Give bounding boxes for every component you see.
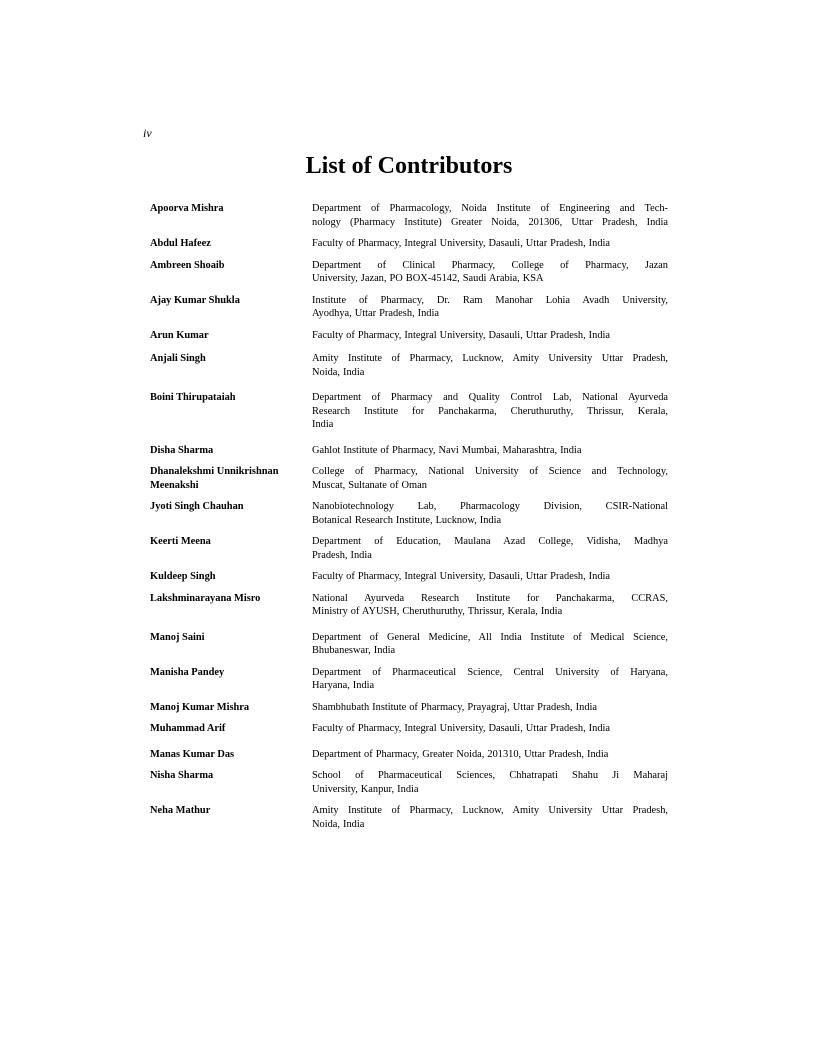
contributor-affiliation bbox=[312, 535, 668, 562]
contributor-affiliation bbox=[312, 444, 668, 458]
affiliation-line: Muscat, Sultanate of Oman bbox=[312, 479, 427, 491]
contributor-affiliation bbox=[312, 631, 668, 658]
contributor-name: Disha Sharma bbox=[150, 444, 214, 456]
contributor-name: Manoj Kumar Mishra bbox=[150, 701, 250, 713]
affiliation-line: Pradesh, India bbox=[312, 549, 372, 561]
affiliation-line: nology (Pharmacy Institute) Greater Noida, 201306, Uttar Pradesh, India bbox=[312, 216, 668, 228]
contributor-name: Neha Mathur bbox=[150, 805, 211, 816]
contributor-row bbox=[150, 444, 668, 458]
contributor-row bbox=[150, 259, 668, 286]
contributor-name: Kuldeep Singh bbox=[150, 571, 216, 582]
contributor-name: Muhammad Arif bbox=[150, 723, 226, 734]
contributor-name: Manisha Pandey bbox=[150, 666, 225, 678]
contributor-name: Anjali Singh bbox=[150, 353, 206, 364]
affiliation-line: Bhubaneswar, India bbox=[312, 645, 396, 656]
contributor-row bbox=[150, 391, 668, 432]
contributor-row bbox=[150, 535, 668, 562]
contributors-list bbox=[150, 202, 668, 839]
contributor-affiliation bbox=[312, 294, 668, 321]
contributor-name: Arun Kumar bbox=[150, 329, 209, 341]
contributor-row bbox=[150, 570, 668, 584]
affiliation-line: Faculty of Pharmacy, Integral University, Dasauli, Uttar Pradesh, India bbox=[312, 329, 611, 341]
contributor-name: Ajay Kumar Shukla bbox=[150, 294, 240, 306]
affiliation-line: Shambhubath Institute of Pharmacy, Prayagraj, Uttar Pradesh, India bbox=[312, 701, 598, 713]
contributor-name: Lakshminarayana Misro bbox=[150, 592, 261, 604]
contributor-row bbox=[150, 329, 668, 343]
contributor-affiliation bbox=[312, 592, 668, 619]
contributor-row bbox=[150, 352, 668, 379]
contributor-name: Ambreen Shoaib bbox=[150, 259, 225, 271]
contributor-row bbox=[150, 237, 668, 251]
contributor-affiliation bbox=[312, 329, 668, 343]
contributor-row bbox=[150, 500, 668, 527]
affiliation-line: Ministry of AYUSH, Cheruthuruthy, Thrissur, Kerala, India bbox=[312, 606, 563, 617]
contributor-affiliation bbox=[312, 237, 668, 251]
contributor-row bbox=[150, 666, 668, 693]
contributor-row bbox=[150, 202, 668, 229]
contributor-row bbox=[150, 701, 668, 715]
contributor-affiliation bbox=[312, 666, 668, 693]
affiliation-line: Noida, India bbox=[312, 818, 365, 830]
contributor-affiliation bbox=[312, 391, 668, 432]
affiliation-line: Ayodhya, Uttar Pradesh, India bbox=[312, 308, 439, 319]
contributor-affiliation bbox=[312, 769, 668, 796]
contributor-row bbox=[150, 804, 668, 831]
affiliation-line: Department of Pharmacology, Noida Institute of Engineering and Tech- bbox=[312, 203, 668, 214]
contributor-name: Nisha Sharma bbox=[150, 770, 214, 781]
contributor-row bbox=[150, 769, 668, 796]
contributor-name: Apoorva Mishra bbox=[150, 203, 224, 214]
affiliation-line: Institute of Pharmacy, Dr. Ram Manohar Lohia Avadh University, bbox=[312, 294, 668, 306]
contributor-affiliation bbox=[312, 722, 668, 736]
affiliation-line: Amity Institute of Pharmacy, Lucknow, Amity University Uttar Pradesh, bbox=[312, 805, 668, 816]
affiliation-line: Research Institute for Panchakarma, Cheruthuruthy, Thrissur, Kerala, bbox=[312, 405, 668, 417]
contributor-name: Dhanalekshmi Unnikrishnan Meenakshi bbox=[150, 466, 279, 491]
affiliation-line: Department of General Medicine, All India Institute of Medical Science, bbox=[312, 631, 668, 643]
contributor-name: Keerti Meena bbox=[150, 536, 211, 547]
contributor-affiliation bbox=[312, 701, 668, 715]
contributor-name: Manoj Saini bbox=[150, 631, 205, 643]
contributor-affiliation bbox=[312, 202, 668, 229]
contributor-affiliation bbox=[312, 465, 668, 492]
affiliation-line: Department of Education, Maulana Azad College, Vidisha, Madhya bbox=[312, 536, 668, 547]
affiliation-line: Department of Pharmaceutical Science, Central University of Haryana, bbox=[312, 666, 668, 678]
affiliation-line: Department of Pharmacy and Quality Control Lab, National Ayurveda bbox=[312, 392, 668, 403]
affiliation-line: School of Pharmaceutical Sciences, Chhatrapati Shahu Ji Maharaj bbox=[312, 770, 668, 781]
affiliation-line: Amity Institute of Pharmacy, Lucknow, Amity University Uttar Pradesh, bbox=[312, 353, 668, 364]
affiliation-line: University, Jazan, PO BOX-45142, Saudi Arabia, KSA bbox=[312, 273, 544, 284]
affiliation-line: Gahlot Institute of Pharmacy, Navi Mumbai, Maharashtra, India bbox=[312, 444, 582, 456]
contributor-row bbox=[150, 294, 668, 321]
affiliation-line: Nanobiotechnology Lab, Pharmacology Division, CSIR-National bbox=[312, 501, 668, 512]
contributor-affiliation bbox=[312, 500, 668, 527]
page-number: iv bbox=[143, 126, 152, 140]
affiliation-line: National Ayurveda Research Institute for Panchakarma, CCRAS, bbox=[312, 592, 668, 604]
contributor-row bbox=[150, 722, 668, 736]
affiliation-line: Faculty of Pharmacy, Integral University, Dasauli, Uttar Pradesh, India bbox=[312, 723, 611, 734]
contributor-row bbox=[150, 465, 668, 492]
contributor-name: Manas Kumar Das bbox=[150, 748, 235, 760]
contributor-name: Abdul Hafeez bbox=[150, 238, 211, 249]
contributor-name: Jyoti Singh Chauhan bbox=[150, 501, 244, 512]
contributor-row bbox=[150, 631, 668, 658]
contributor-affiliation bbox=[312, 259, 668, 286]
affiliation-line: Faculty of Pharmacy, Integral University, Dasauli, Uttar Pradesh, India bbox=[312, 571, 611, 582]
contributor-row bbox=[150, 748, 668, 762]
contributor-affiliation bbox=[312, 570, 668, 584]
affiliation-line: Faculty of Pharmacy, Integral University, Dasauli, Uttar Pradesh, India bbox=[312, 238, 611, 249]
affiliation-line: Department of Clinical Pharmacy, College of Pharmacy, Jazan bbox=[312, 259, 668, 271]
contributor-affiliation bbox=[312, 748, 668, 762]
contributor-row bbox=[150, 592, 668, 619]
affiliation-line: Noida, India bbox=[312, 366, 365, 378]
contributor-affiliation bbox=[312, 804, 668, 831]
affiliation-line: Department of Pharmacy, Greater Noida, 201310, Uttar Pradesh, India bbox=[312, 748, 609, 760]
affiliation-line: India bbox=[312, 419, 334, 430]
page-title: List of Contributors bbox=[305, 153, 513, 179]
contributor-affiliation bbox=[312, 352, 668, 379]
affiliation-line: Haryana, India bbox=[312, 680, 375, 691]
contributor-name: Boini Thirupataiah bbox=[150, 392, 236, 403]
affiliation-line: Botanical Research Institute, Lucknow, India bbox=[312, 514, 502, 526]
affiliation-line: University, Kanpur, India bbox=[312, 783, 419, 795]
affiliation-line: College of Pharmacy, National University of Science and Technology, bbox=[312, 466, 668, 477]
